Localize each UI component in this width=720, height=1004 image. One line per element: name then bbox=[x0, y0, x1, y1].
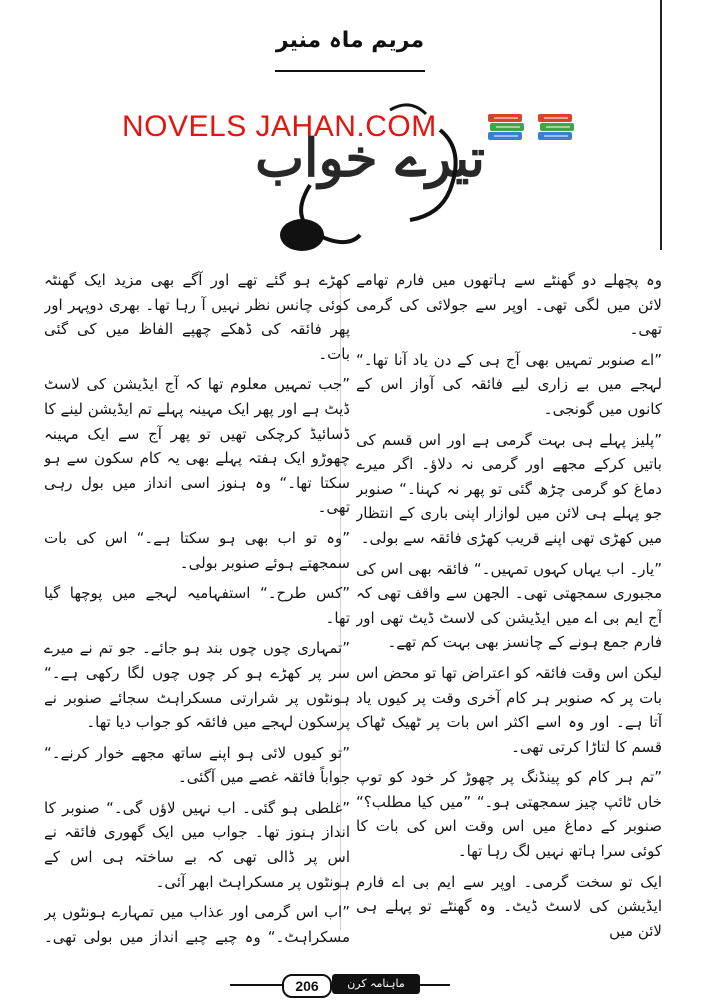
books-icon bbox=[536, 110, 576, 146]
paragraph: ”کس طرح۔“ استفہامیہ لہجے میں پوچھا گیا تھا۔ bbox=[44, 584, 350, 627]
text-column-left bbox=[44, 268, 350, 952]
author-underline bbox=[275, 70, 425, 72]
page-number: 206 bbox=[282, 974, 332, 998]
paragraph: ”یار۔ اب یہاں کہوں تمہیں۔“ فائقہ بھی اس کی مجبوری سمجھتی تھی۔ الجھن سے واقف تھی کہ آج ایم بی اے میں ایڈیشن کی لاسٹ ڈیٹ تھی اور فارم جمع ہونے کے چانسز بھی بہت کم تھے۔ bbox=[356, 559, 662, 652]
books-icon bbox=[486, 110, 526, 146]
paragraph: وہ پچھلے دو گھنٹے سے ہاتھوں میں فارم تھامے لائن میں لگی تھی۔ اوپر سے جولائی کی گرمی تھی۔ bbox=[356, 271, 662, 339]
magazine-name: ماہنامہ کرن bbox=[332, 974, 420, 994]
paragraph: ”غلطی ہو گئی۔ اب نہیں لاؤں گی۔“ صنوبر کا انداز ہنوز تھا۔ جواب میں ایک گھوری فائقہ نے اس پر ڈالی تھی کہ بے ساختہ ہی اس کے ہونٹوں پر مسکراہٹ ابھر آئی۔ bbox=[44, 798, 350, 891]
page-edge-rule bbox=[660, 0, 662, 250]
paragraph: ”تم ہر کام کو پینڈنگ پر چھوڑ کر خود کو توپ خاں ٹائپ چیز سمجھتی ہو۔“ ”میں کیا مطلب؟“ صنوبر کے دماغ میں اس وقت اس کی بات کا کوئی سرا ہاتھ نہیں لگ رہا تھا۔ bbox=[356, 768, 662, 861]
paragraph: کھڑے ہو گئے تھے اور آگے بھی مزید ایک گھنٹہ کوئی چانس نظر نہیں آ رہا تھا۔ بھری دوپہر اور پھر فائقہ کی ڈھکے چھپے الفاظ میں کی گئی بات۔ bbox=[44, 271, 350, 363]
paragraph: ”جب تمہیں معلوم تھا کہ آج ایڈیشن کی لاسٹ ڈیٹ ہے اور پھر ایک مہینہ پہلے تم ایڈیشن لینے کا ڈسائیڈ کرچکی تھیں تو پھر آج سے ایک مہینہ چھوڑو ایک ہفتہ پہلے بھی یہ کام سکون سے ہو سکتا تھا۔“ وہ ہنوز اسی انداز میں بول رہی تھی۔ bbox=[44, 375, 350, 517]
paragraph: ”تو کیوں لائی ہو اپنے ساتھ مجھے خوار کرنے۔“ جواباً فائقہ غصے میں آگئی۔ bbox=[44, 743, 350, 787]
story-title: تیرے خواب bbox=[255, 128, 485, 189]
paragraph: ”اے صنوبر تمہیں بھی آج ہی کے دن یاد آنا تھا۔“ لہجے میں بے زاری لیے فائقہ کی آواز اس کے کانوں میں گونجی۔ bbox=[356, 350, 662, 418]
paragraph: ”پلیز پہلے ہی بہت گرمی ہے اور اس قسم کی باتیں کرکے مجھے اور گرمی نہ دلاؤ۔ اگر میرے دماغ کو گرمی چڑھ گئی تو پھر نہ کہنا۔“ صنوبر جو پہلے ہی لائن میں لوازار اپنی باری کے انتظار میں کھڑی تھی اپنے قریب کھڑی فائقہ سے بولی۔ bbox=[356, 430, 662, 547]
paragraph: لیکن اس وقت فائقہ کو اعتراض تھا تو محض اس بات پر کہ صنوبر ہر کام آخری وقت پر کیوں یاد آتا ہے۔ اور وہ اسے اکثر اس بات پر ٹھیک ٹھاک قسم کا لتاڑا کرتی تھی۔ bbox=[356, 663, 662, 756]
paragraph: ایک تو سخت گرمی۔ اوپر سے ایم بی اے فارم ایڈیشن کی لاسٹ ڈیٹ۔ وہ گھنٹے تو پہلے ہی لائن میں bbox=[356, 872, 662, 940]
paragraph: ”تمہاری چوں چوں بند ہو جائے۔ جو تم نے میرے سر پر کھڑے ہو کر چوں چوں لگا رکھی ہے۔“ ہونٹوں پر شرارتی مسکراہٹ سجائے صنوبر نے پرسکون لہجے میں فائقہ کو جواب دیا تھا۔ bbox=[44, 639, 350, 732]
paragraph: ”اب اس گرمی اور عذاب میں تمہارے ہونٹوں پر مسکراہٹ۔“ وہ چبے چبے انداز میں بولی تھی۔ bbox=[44, 903, 350, 946]
site-watermark: NOVELS JAHAN.COM bbox=[122, 110, 437, 143]
paragraph: ”وہ تو اب بھی ہو سکتا ہے۔“ اس کی بات سمجھتے ہوئے صنوبر بولی۔ bbox=[44, 528, 350, 572]
author-name: مریم ماہ منیر bbox=[275, 28, 425, 53]
text-column-right bbox=[356, 268, 662, 952]
